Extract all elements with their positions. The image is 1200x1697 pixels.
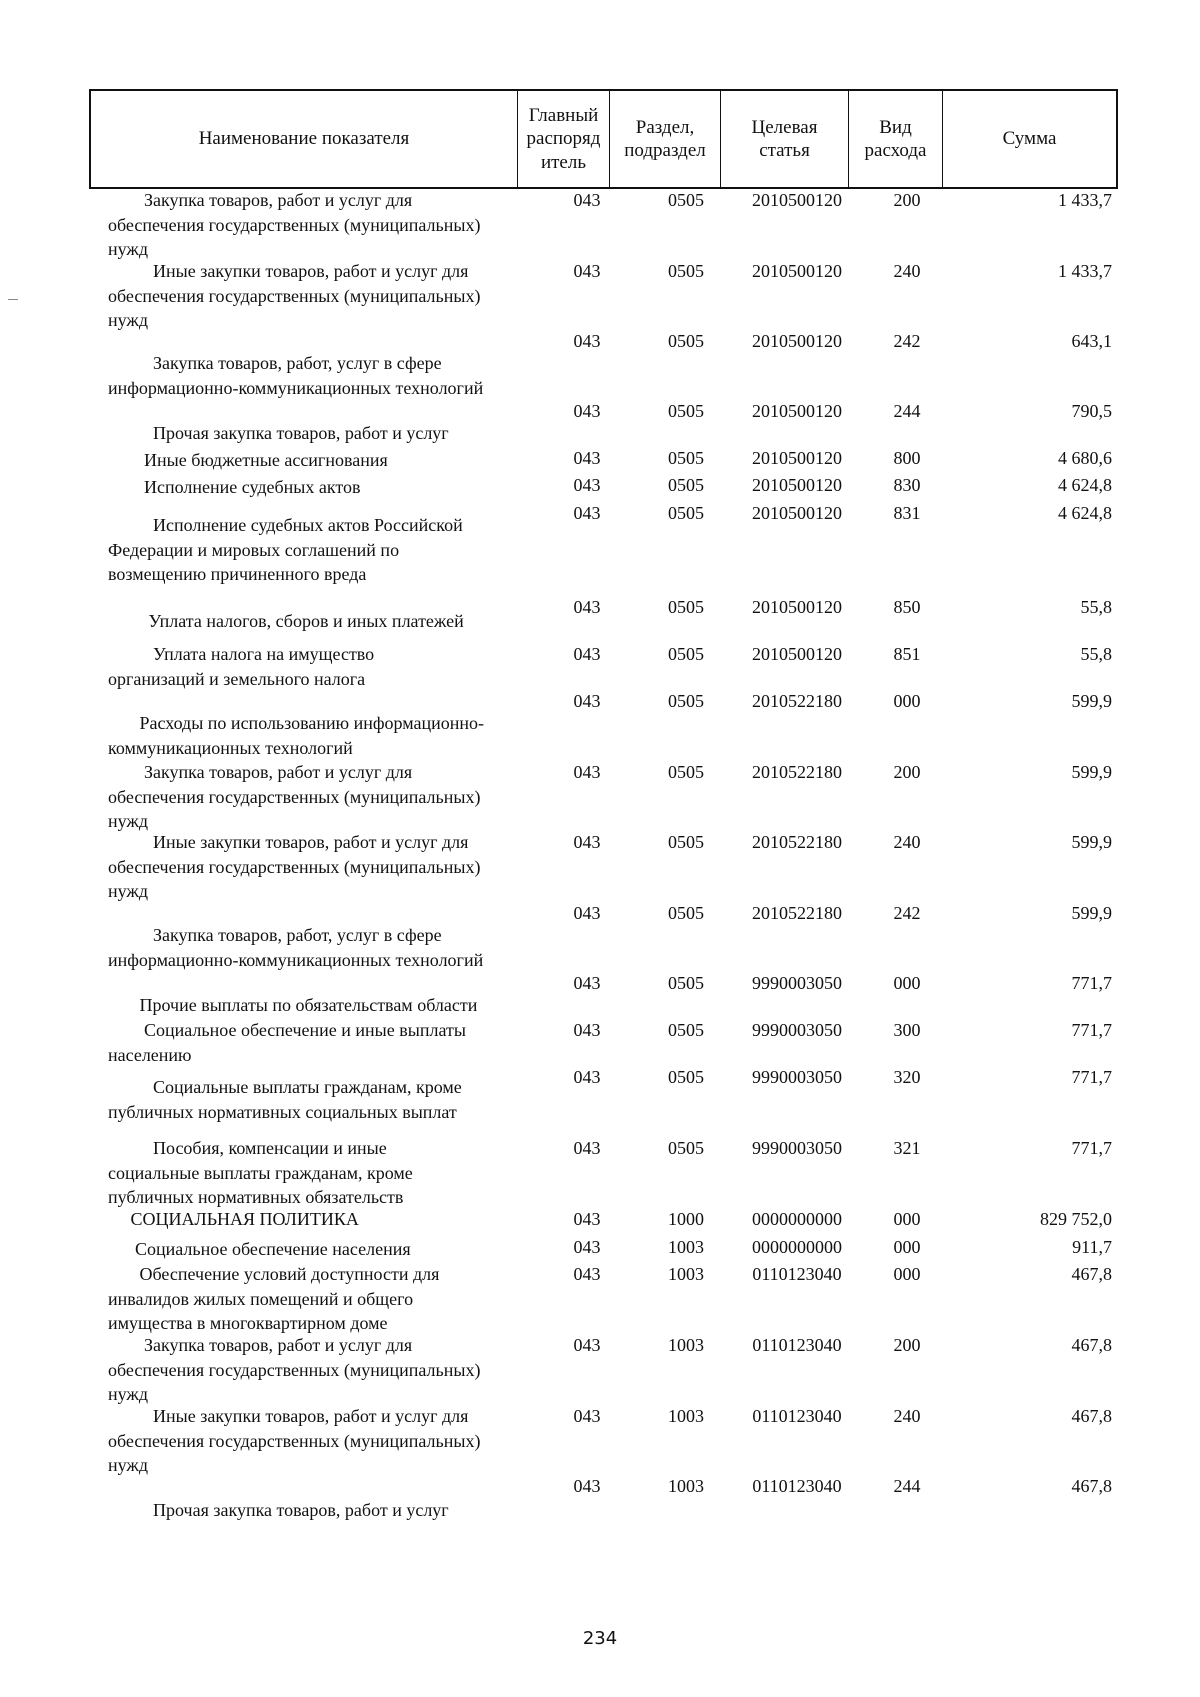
cell-name: Прочая закупка товаров, работ и услуг [108,1500,449,1520]
cell-expense-type: 240 [893,832,921,852]
cell-target-article: 2010522180 [752,691,842,711]
cell-section: 0505 [668,261,704,281]
cell-name: Социальные выплаты гражданам, кроме публичных нормативных социальных выплат [108,1077,462,1122]
table-header [89,89,1118,189]
cell-expense-type: 240 [893,261,921,281]
cell-name: Закупка товаров, работ и услуг для обеспечения государственных (муниципальных) нужд [108,1335,481,1404]
header-sum: Сумма [942,91,1116,187]
cell-sum: 790,5 [1071,401,1112,421]
cell-name: Закупка товаров, работ и услуг для обеспечения государственных (муниципальных) нужд [108,190,481,259]
cell-chief-administrator: 043 [573,832,601,852]
cell-target-article: 9990003050 [752,973,842,993]
cell-chief-administrator: 043 [573,973,601,993]
cell-name: Обеспечение условий доступности для инвалидов жилых помещений и общего имущества в многоквартирном доме [108,1264,440,1333]
cell-chief-administrator: 043 [573,1067,601,1087]
cell-chief-administrator: 043 [573,597,601,617]
cell-target-article: 2010522180 [752,832,842,852]
cell-section: 0505 [668,644,704,664]
cell-name: СОЦИАЛЬНАЯ ПОЛИТИКА [108,1209,359,1229]
cell-target-article: 0110123040 [752,1264,842,1284]
cell-chief-administrator: 043 [573,1209,601,1229]
cell-chief-administrator: 043 [573,762,601,782]
cell-expense-type: 800 [893,448,921,468]
cell-section: 0505 [668,331,704,351]
cell-sum: 771,7 [1071,1020,1112,1040]
cell-name: Закупка товаров, работ, услуг в сфере информационно-коммуникационных технологий [108,353,484,398]
cell-expense-type: 851 [893,644,921,664]
cell-section: 0505 [668,691,704,711]
cell-expense-type: 831 [893,503,921,523]
cell-target-article: 2010500120 [752,597,842,617]
cell-name: Исполнение судебных актов Российской Федерации и мировых соглашений по возмещению причиненного вреда [108,515,463,584]
cell-target-article: 9990003050 [752,1138,842,1158]
cell-expense-type: 200 [893,190,921,210]
cell-sum: 599,9 [1071,762,1112,782]
cell-name: Социальное обеспечение населения [108,1239,411,1259]
cell-sum: 4 624,8 [1058,475,1112,495]
cell-target-article: 0000000000 [752,1237,842,1257]
cell-expense-type: 240 [893,1406,921,1426]
cell-sum: 771,7 [1071,1138,1112,1158]
cell-chief-administrator: 043 [573,401,601,421]
cell-chief-administrator: 043 [573,1406,601,1426]
cell-section: 0505 [668,903,704,923]
cell-section: 0505 [668,762,704,782]
header-expense-type: Вид расхода [848,91,942,187]
cell-sum: 467,8 [1071,1406,1112,1426]
cell-expense-type: 000 [893,1237,921,1257]
page-number: 234 [582,1628,618,1649]
cell-name: Уплата налога на имущество организаций и земельного налога [108,644,375,689]
cell-target-article: 9990003050 [752,1020,842,1040]
cell-chief-administrator: 043 [573,1020,601,1040]
cell-sum: 911,7 [1072,1237,1112,1257]
cell-section: 1003 [668,1335,704,1355]
cell-sum: 1 433,7 [1058,261,1112,281]
cell-name: Прочая закупка товаров, работ и услуг [108,423,449,443]
cell-chief-administrator: 043 [573,1335,601,1355]
cell-name: Исполнение судебных актов [108,477,361,497]
cell-sum: 599,9 [1071,903,1112,923]
cell-section: 0505 [668,973,704,993]
cell-expense-type: 300 [893,1020,921,1040]
cell-target-article: 2010500120 [752,190,842,210]
cell-chief-administrator: 043 [573,1476,601,1496]
cell-sum: 599,9 [1071,832,1112,852]
cell-expense-type: 000 [893,691,921,711]
cell-section: 1000 [668,1209,704,1229]
cell-target-article: 2010500120 [752,448,842,468]
cell-target-article: 2010500120 [752,475,842,495]
cell-section: 1003 [668,1237,704,1257]
cell-expense-type: 244 [893,1476,921,1496]
cell-section: 0505 [668,1138,704,1158]
cell-name: Прочие выплаты по обязательствам области [108,995,478,1015]
cell-target-article: 0000000000 [752,1209,842,1229]
cell-name: Иные бюджетные ассигнования [108,450,388,470]
cell-expense-type: 242 [893,331,921,351]
cell-name: Социальное обеспечение и иные выплаты населению [108,1020,466,1065]
cell-section: 1003 [668,1264,704,1284]
header-name: Наименование показателя [198,128,410,150]
cell-target-article: 0110123040 [752,1406,842,1426]
cell-chief-administrator: 043 [573,903,601,923]
cell-target-article: 0110123040 [752,1476,842,1496]
cell-chief-administrator: 043 [573,1138,601,1158]
cell-sum: 55,8 [1080,644,1112,664]
cell-sum: 771,7 [1071,973,1112,993]
cell-expense-type: 320 [893,1067,921,1087]
cell-chief-administrator: 043 [573,1237,601,1257]
cell-sum: 771,7 [1071,1067,1112,1087]
cell-section: 1003 [668,1476,704,1496]
cell-name: Закупка товаров, работ, услуг в сфере информационно-коммуникационных технологий [108,925,484,970]
cell-expense-type: 830 [893,475,921,495]
cell-name: Расходы по использованию информационно- коммуникационных технологий [108,713,485,758]
cell-section: 0505 [668,475,704,495]
cell-expense-type: 200 [893,762,921,782]
cell-sum: 643,1 [1071,331,1112,351]
cell-expense-type: 000 [893,973,921,993]
cell-target-article: 0110123040 [752,1335,842,1355]
cell-sum: 829 752,0 [1040,1209,1112,1229]
cell-chief-administrator: 043 [573,448,601,468]
cell-expense-type: 244 [893,401,921,421]
cell-target-article: 2010500120 [752,331,842,351]
cell-target-article: 2010522180 [752,762,842,782]
cell-section: 0505 [668,448,704,468]
cell-chief-administrator: 043 [573,503,601,523]
cell-chief-administrator: 043 [573,475,601,495]
cell-name: Иные закупки товаров, работ и услуг для обеспечения государственных (муниципальных) нужд [108,832,481,901]
cell-sum: 55,8 [1080,597,1112,617]
cell-chief-administrator: 043 [573,261,601,281]
cell-sum: 467,8 [1071,1335,1112,1355]
cell-section: 0505 [668,1067,704,1087]
cell-section: 0505 [668,1020,704,1040]
cell-expense-type: 242 [893,903,921,923]
cell-section: 1003 [668,1406,704,1426]
cell-expense-type: 321 [893,1138,921,1158]
cell-sum: 1 433,7 [1058,190,1112,210]
cell-target-article: 2010500120 [752,261,842,281]
cell-expense-type: 200 [893,1335,921,1355]
header-chief-administrator: Главный распоряд итель [517,91,609,187]
cell-name: Пособия, компенсации и иные социальные выплаты гражданам, кроме публичных нормативных обязательств [108,1138,413,1207]
cell-name: Уплата налогов, сборов и иных платежей [108,611,464,631]
cell-sum: 4 680,6 [1058,448,1112,468]
margin-mark [8,299,18,300]
cell-chief-administrator: 043 [573,331,601,351]
header-target-article: Целевая статья [720,91,848,187]
cell-name: Иные закупки товаров, работ и услуг для обеспечения государственных (муниципальных) нужд [108,261,481,330]
cell-sum: 467,8 [1071,1476,1112,1496]
cell-section: 0505 [668,401,704,421]
cell-expense-type: 000 [893,1209,921,1229]
cell-target-article: 2010500120 [752,503,842,523]
cell-expense-type: 850 [893,597,921,617]
cell-target-article: 9990003050 [752,1067,842,1087]
cell-chief-administrator: 043 [573,1264,601,1284]
cell-sum: 4 624,8 [1058,503,1112,523]
header-section: Раздел, подраздел [609,91,720,187]
cell-chief-administrator: 043 [573,190,601,210]
cell-target-article: 2010522180 [752,903,842,923]
cell-chief-administrator: 043 [573,691,601,711]
cell-section: 0505 [668,503,704,523]
cell-sum: 599,9 [1071,691,1112,711]
cell-section: 0505 [668,597,704,617]
cell-target-article: 2010500120 [752,401,842,421]
cell-chief-administrator: 043 [573,644,601,664]
cell-section: 0505 [668,832,704,852]
cell-target-article: 2010500120 [752,644,842,664]
cell-name: Иные закупки товаров, работ и услуг для обеспечения государственных (муниципальных) нужд [108,1406,481,1475]
cell-expense-type: 000 [893,1264,921,1284]
cell-name: Закупка товаров, работ и услуг для обеспечения государственных (муниципальных) нужд [108,762,481,831]
cell-sum: 467,8 [1071,1264,1112,1284]
cell-section: 0505 [668,190,704,210]
